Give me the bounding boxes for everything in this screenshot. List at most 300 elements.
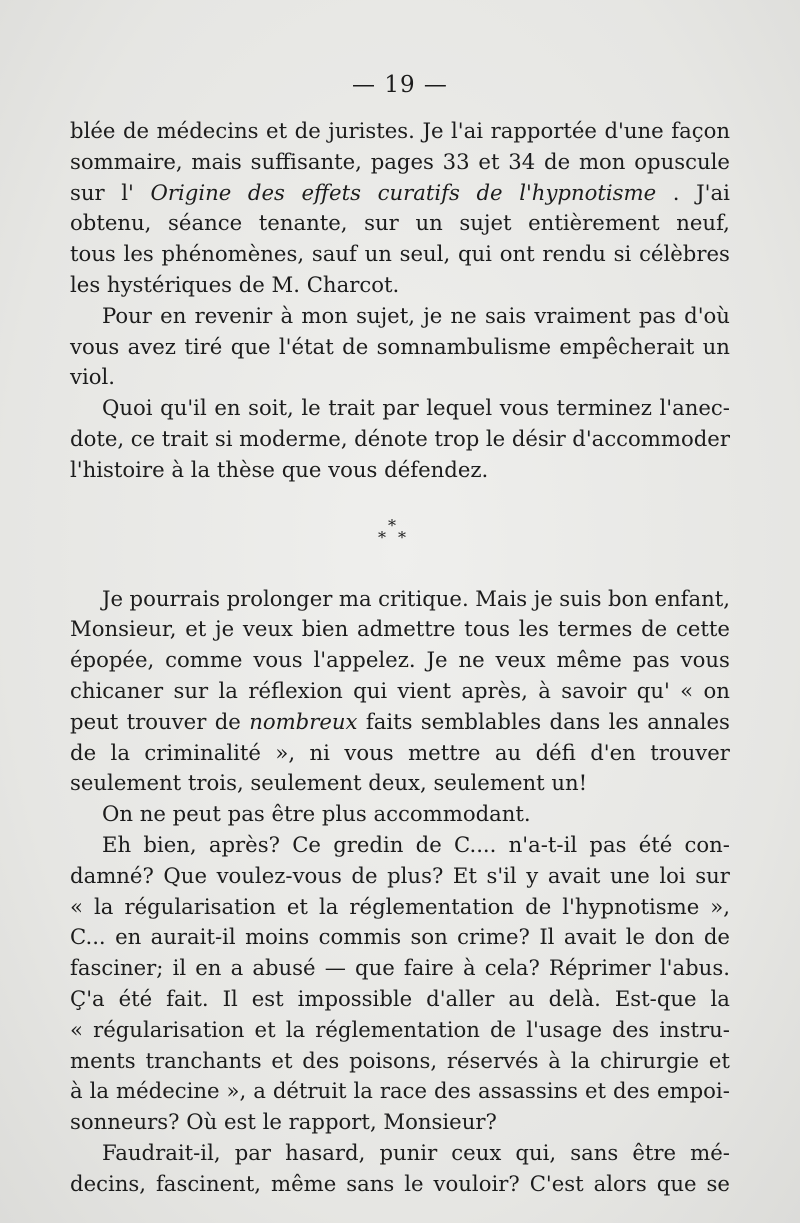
word: il bbox=[172, 955, 187, 981]
word: la bbox=[353, 1078, 373, 1104]
word: la bbox=[218, 677, 238, 703]
word: Et bbox=[452, 862, 477, 888]
word: revenir bbox=[194, 302, 273, 328]
text-line: seulement trois, seulement deux, seulement un! bbox=[70, 770, 588, 796]
word: la bbox=[89, 1078, 110, 1104]
word: pas bbox=[632, 647, 670, 673]
word: somnambulisme bbox=[376, 333, 551, 359]
word: sur bbox=[70, 179, 105, 205]
word: la bbox=[318, 893, 339, 919]
word: 34 bbox=[508, 148, 536, 174]
text-line bbox=[70, 178, 730, 209]
word: ments bbox=[70, 1047, 136, 1073]
word: Je bbox=[426, 647, 448, 673]
word: seul, bbox=[399, 241, 451, 267]
word: un bbox=[415, 210, 443, 236]
word: en bbox=[160, 302, 187, 328]
word: tranchants bbox=[145, 1047, 262, 1073]
word: prolonger bbox=[226, 585, 333, 611]
text-section-1 bbox=[70, 116, 730, 486]
word: delà. bbox=[548, 985, 601, 1011]
word: la bbox=[110, 739, 130, 765]
word: d'en bbox=[590, 739, 636, 765]
word: C'est bbox=[529, 1170, 584, 1196]
word: je bbox=[533, 585, 553, 611]
text-line bbox=[70, 116, 730, 147]
word: même bbox=[556, 647, 622, 673]
word: nombreux bbox=[249, 708, 358, 734]
word: empoi- bbox=[656, 1078, 730, 1104]
word: sujet, bbox=[356, 302, 415, 328]
word: de bbox=[351, 862, 378, 888]
word: opuscule bbox=[634, 148, 730, 174]
word: punir bbox=[379, 1139, 438, 1165]
word: détruit bbox=[272, 1078, 347, 1104]
word: à bbox=[280, 302, 294, 328]
text-line bbox=[70, 830, 730, 861]
paragraph bbox=[70, 799, 730, 830]
word: en bbox=[115, 924, 142, 950]
word: rapportée bbox=[490, 118, 597, 143]
word: 33 bbox=[442, 148, 470, 174]
word: des bbox=[302, 1047, 340, 1073]
text-line bbox=[70, 892, 730, 923]
section-separator bbox=[70, 515, 730, 548]
text-line bbox=[70, 676, 730, 707]
word: par bbox=[234, 1139, 272, 1165]
word: qu' bbox=[636, 677, 670, 703]
word: pourrais bbox=[129, 585, 221, 611]
word: en bbox=[214, 395, 241, 421]
word: chirurgie bbox=[599, 1047, 700, 1073]
word: ma bbox=[338, 585, 372, 611]
word: régularisation bbox=[93, 1016, 245, 1042]
word: loi bbox=[659, 862, 686, 888]
word: au bbox=[508, 985, 535, 1011]
word: ne bbox=[450, 302, 477, 328]
word: commis bbox=[318, 924, 402, 950]
word: un bbox=[364, 241, 392, 267]
text-section-2 bbox=[70, 584, 730, 1200]
word: on bbox=[703, 677, 730, 703]
word: cela? bbox=[484, 955, 540, 981]
word: de bbox=[342, 333, 369, 359]
word: séance bbox=[168, 210, 243, 236]
text-line bbox=[70, 1046, 730, 1077]
separator-star: * bbox=[378, 527, 386, 547]
word: l'anec- bbox=[659, 395, 730, 421]
word: vous bbox=[680, 647, 730, 673]
word: bien, bbox=[143, 831, 197, 857]
word: désir bbox=[511, 425, 566, 451]
word: lequel bbox=[426, 395, 493, 421]
word: de bbox=[415, 831, 442, 857]
word: sais bbox=[484, 302, 527, 328]
word: Il bbox=[222, 985, 238, 1011]
word: ceux bbox=[451, 1139, 502, 1165]
word: les bbox=[518, 616, 549, 642]
word: l'hypnotisme bbox=[519, 179, 657, 205]
word: « bbox=[70, 1016, 83, 1042]
word: les bbox=[608, 708, 639, 734]
word: cette bbox=[675, 616, 730, 642]
word: de bbox=[122, 118, 150, 143]
word: et bbox=[708, 1047, 730, 1073]
word: d'accommoder bbox=[572, 425, 730, 451]
word: trait bbox=[328, 395, 375, 421]
word: mettre bbox=[408, 739, 481, 765]
word: la bbox=[710, 985, 730, 1011]
word: réglementation bbox=[349, 893, 515, 919]
word: Origine bbox=[150, 179, 232, 205]
word: semblables bbox=[420, 708, 542, 734]
word: comme bbox=[165, 647, 243, 673]
word: sommaire, bbox=[70, 148, 183, 174]
word: le bbox=[485, 425, 506, 451]
word: la bbox=[570, 1047, 591, 1073]
word: de bbox=[214, 708, 241, 734]
word: des bbox=[612, 1016, 650, 1042]
word: ont bbox=[499, 241, 535, 267]
word: tenante, bbox=[258, 210, 348, 236]
word: je bbox=[423, 302, 443, 328]
word: sans bbox=[346, 1170, 395, 1196]
text-line bbox=[70, 922, 730, 953]
word: le bbox=[301, 395, 321, 421]
word: savoir bbox=[561, 677, 627, 703]
word: chicaner bbox=[70, 677, 164, 703]
word: en bbox=[195, 955, 222, 981]
word: faire bbox=[403, 955, 454, 981]
word: d'où bbox=[684, 302, 730, 328]
word: abusé bbox=[252, 955, 316, 981]
word: ne bbox=[458, 647, 485, 673]
word: », bbox=[275, 739, 296, 765]
word: damné? bbox=[70, 862, 154, 888]
word: de bbox=[70, 739, 97, 765]
word: des bbox=[613, 1078, 650, 1104]
word: qui bbox=[457, 241, 492, 267]
text-line bbox=[70, 707, 730, 738]
word: l' bbox=[121, 179, 134, 205]
word: défi bbox=[535, 739, 576, 765]
word: phénomènes, bbox=[161, 241, 305, 267]
word: l'abus. bbox=[659, 955, 730, 981]
text-line bbox=[70, 332, 730, 363]
word: de bbox=[489, 1016, 517, 1042]
word: Quoi bbox=[102, 395, 153, 421]
text-line bbox=[70, 1169, 730, 1200]
word: tiré bbox=[184, 333, 223, 359]
word: façon bbox=[671, 118, 730, 143]
word: avait bbox=[563, 924, 617, 950]
word: vouloir? bbox=[433, 1170, 520, 1196]
word: qui, bbox=[515, 1139, 557, 1165]
word: avez bbox=[127, 333, 176, 359]
word: neuf, bbox=[676, 210, 730, 236]
word: vraiment bbox=[534, 302, 631, 328]
word: des bbox=[434, 1078, 471, 1104]
word: médecins bbox=[156, 118, 259, 143]
word: criminalité bbox=[144, 739, 261, 765]
body-text bbox=[70, 116, 730, 1200]
word: si bbox=[214, 425, 233, 451]
word: qui bbox=[353, 677, 388, 703]
text-line bbox=[70, 393, 730, 424]
text-line bbox=[70, 239, 730, 270]
text-line: l'histoire à la thèse que vous défendez. bbox=[70, 456, 489, 482]
text-line bbox=[70, 645, 730, 676]
separator-star: * bbox=[398, 527, 406, 547]
word: pages bbox=[370, 148, 434, 174]
word: été bbox=[118, 985, 153, 1011]
word: sur bbox=[695, 862, 730, 888]
word: veux bbox=[242, 616, 293, 642]
word: mon bbox=[301, 302, 348, 328]
word: et bbox=[185, 616, 207, 642]
word: sujet bbox=[459, 210, 512, 236]
word: trop bbox=[434, 425, 480, 451]
word: célèbres bbox=[639, 241, 730, 267]
word: pas bbox=[589, 831, 627, 857]
word: régularisation bbox=[124, 893, 276, 919]
word: terminez bbox=[556, 395, 652, 421]
text-line: On ne peut pas être plus accommodant. bbox=[102, 801, 531, 827]
text-line bbox=[70, 614, 730, 645]
word: au bbox=[494, 739, 522, 765]
word: avait bbox=[547, 862, 601, 888]
word: aurait-il bbox=[150, 924, 236, 950]
word: qu'il bbox=[160, 395, 207, 421]
word: Que bbox=[163, 862, 207, 888]
word: sur bbox=[364, 210, 399, 236]
paragraph bbox=[70, 301, 730, 393]
word: gredin bbox=[333, 831, 404, 857]
text-line bbox=[70, 424, 730, 455]
word: et bbox=[266, 118, 288, 143]
word: moderme, bbox=[239, 425, 348, 451]
word: sauf bbox=[311, 241, 357, 267]
text-line bbox=[70, 953, 730, 984]
word: suis bbox=[559, 585, 602, 611]
word: Je bbox=[422, 118, 444, 143]
word: mais bbox=[191, 148, 242, 174]
word: annales bbox=[647, 708, 730, 734]
word: de bbox=[544, 148, 571, 174]
word: plus? bbox=[387, 862, 444, 888]
word: C... bbox=[70, 924, 106, 950]
word: voulez-vous bbox=[216, 862, 342, 888]
word: poisons, bbox=[349, 1047, 438, 1073]
separator-star: * bbox=[388, 515, 396, 535]
word: vous bbox=[70, 333, 120, 359]
word: et bbox=[286, 893, 308, 919]
word: que bbox=[656, 1170, 697, 1196]
word: trait bbox=[161, 425, 209, 451]
word: de bbox=[476, 179, 503, 205]
word: à bbox=[548, 1047, 561, 1073]
word: admettre bbox=[356, 616, 456, 642]
word: peut bbox=[70, 708, 119, 734]
word: C.... bbox=[454, 831, 497, 857]
word: « bbox=[70, 893, 83, 919]
word: la bbox=[94, 893, 114, 919]
word: Est-que bbox=[614, 985, 697, 1011]
word: J'ai bbox=[696, 179, 730, 205]
word: d'aller bbox=[426, 985, 495, 1011]
word: faits bbox=[365, 708, 413, 734]
word: dans bbox=[549, 708, 601, 734]
text-line: les hystériques de M. Charcot. bbox=[70, 271, 400, 297]
word: effets bbox=[301, 179, 361, 205]
word: soit, bbox=[248, 395, 294, 421]
word: n'a-t-il bbox=[508, 831, 578, 857]
word: réglementation bbox=[315, 1016, 480, 1042]
word: race bbox=[379, 1078, 428, 1104]
word: impossible bbox=[297, 985, 413, 1011]
word: decins, bbox=[70, 1170, 146, 1196]
word: obtenu, bbox=[70, 210, 152, 236]
text-line bbox=[70, 861, 730, 892]
word: y bbox=[526, 862, 539, 888]
word: l'ai bbox=[451, 118, 484, 143]
word: Je bbox=[102, 585, 124, 611]
word: l'état bbox=[278, 333, 334, 359]
word: dénote bbox=[354, 425, 428, 451]
word: à bbox=[462, 955, 476, 981]
word: et bbox=[478, 148, 500, 174]
text-line bbox=[70, 1076, 730, 1107]
word: termes bbox=[557, 616, 633, 642]
word: vous bbox=[253, 647, 303, 673]
word: sans bbox=[570, 1139, 619, 1165]
word: les bbox=[123, 241, 154, 267]
word: se bbox=[706, 1170, 730, 1196]
word: un bbox=[702, 333, 730, 359]
word: que bbox=[355, 955, 395, 981]
word: con- bbox=[684, 831, 730, 857]
word: suffisante, bbox=[250, 148, 362, 174]
word: — bbox=[324, 955, 346, 981]
word: son bbox=[410, 924, 448, 950]
word: », bbox=[710, 893, 730, 919]
word: . bbox=[672, 179, 680, 205]
text-line bbox=[70, 147, 730, 178]
word: blée bbox=[70, 118, 116, 143]
word: a bbox=[230, 955, 244, 981]
word: bon bbox=[607, 585, 648, 611]
word: si bbox=[613, 241, 632, 267]
word: après? bbox=[208, 831, 280, 857]
word: être bbox=[632, 1139, 677, 1165]
word: trouver bbox=[126, 708, 207, 734]
word: réflexion bbox=[248, 677, 343, 703]
word: juristes. bbox=[328, 118, 415, 143]
paragraph bbox=[70, 393, 730, 485]
word: fait. bbox=[166, 985, 209, 1011]
text-line: viol. bbox=[70, 364, 116, 390]
word: Monsieur, bbox=[70, 616, 177, 642]
word: crime? bbox=[457, 924, 530, 950]
word: instru- bbox=[659, 1016, 730, 1042]
word: le bbox=[625, 924, 646, 950]
word: don bbox=[654, 924, 695, 950]
text-line bbox=[70, 1138, 730, 1169]
word: tous bbox=[464, 616, 511, 642]
word: sur bbox=[173, 677, 209, 703]
word: Eh bbox=[102, 831, 132, 857]
word: moins bbox=[245, 924, 310, 950]
text-line bbox=[70, 984, 730, 1015]
word: s'il bbox=[486, 862, 517, 888]
paragraph bbox=[70, 1138, 730, 1200]
text-line bbox=[70, 301, 730, 332]
word: épopée, bbox=[70, 647, 155, 673]
text-line bbox=[70, 1015, 730, 1046]
word: et bbox=[584, 1078, 607, 1104]
word: curatifs bbox=[377, 179, 460, 205]
word: et bbox=[271, 1047, 293, 1073]
word: vient bbox=[397, 677, 451, 703]
word: que bbox=[230, 333, 271, 359]
word: pas bbox=[638, 302, 676, 328]
word: Faudrait-il, bbox=[102, 1139, 221, 1165]
word: fascinent, bbox=[155, 1170, 262, 1196]
word: Mais bbox=[475, 585, 528, 611]
word: vous bbox=[344, 739, 394, 765]
word: entièrement bbox=[528, 210, 660, 236]
word: des bbox=[247, 179, 285, 205]
word: même bbox=[271, 1170, 337, 1196]
word: je bbox=[215, 616, 235, 642]
word: la bbox=[285, 1016, 306, 1042]
word: alors bbox=[593, 1170, 647, 1196]
word: trouver bbox=[650, 739, 730, 765]
page-number: — 19 — bbox=[352, 72, 448, 98]
word: mon bbox=[578, 148, 626, 174]
word: après, bbox=[461, 677, 528, 703]
word: bien bbox=[301, 616, 349, 642]
word: de bbox=[703, 924, 730, 950]
text-line bbox=[70, 738, 730, 769]
word: hasard, bbox=[285, 1139, 366, 1165]
word: tous bbox=[70, 241, 116, 267]
word: médecine bbox=[116, 1078, 220, 1104]
word: réservés bbox=[446, 1047, 539, 1073]
paragraph bbox=[70, 584, 730, 800]
word: veux bbox=[495, 647, 546, 673]
word: fasciner; bbox=[70, 955, 164, 981]
word: « bbox=[680, 677, 694, 703]
paragraph bbox=[70, 830, 730, 1138]
word: l'appelez. bbox=[313, 647, 416, 673]
paragraph bbox=[70, 116, 730, 301]
word: critique. bbox=[378, 585, 469, 611]
word: a bbox=[253, 1078, 266, 1104]
word: », bbox=[226, 1078, 247, 1104]
word: l'hypnotisme bbox=[562, 893, 700, 919]
word: été bbox=[638, 831, 673, 857]
word: Pour bbox=[102, 302, 152, 328]
word: assassins bbox=[477, 1078, 579, 1104]
word: de bbox=[294, 118, 321, 143]
word: ce bbox=[130, 425, 156, 451]
word: le bbox=[404, 1170, 424, 1196]
word: par bbox=[382, 395, 419, 421]
word: Réprimer bbox=[549, 955, 651, 981]
word: Il bbox=[539, 924, 555, 950]
word: d'une bbox=[604, 118, 664, 143]
